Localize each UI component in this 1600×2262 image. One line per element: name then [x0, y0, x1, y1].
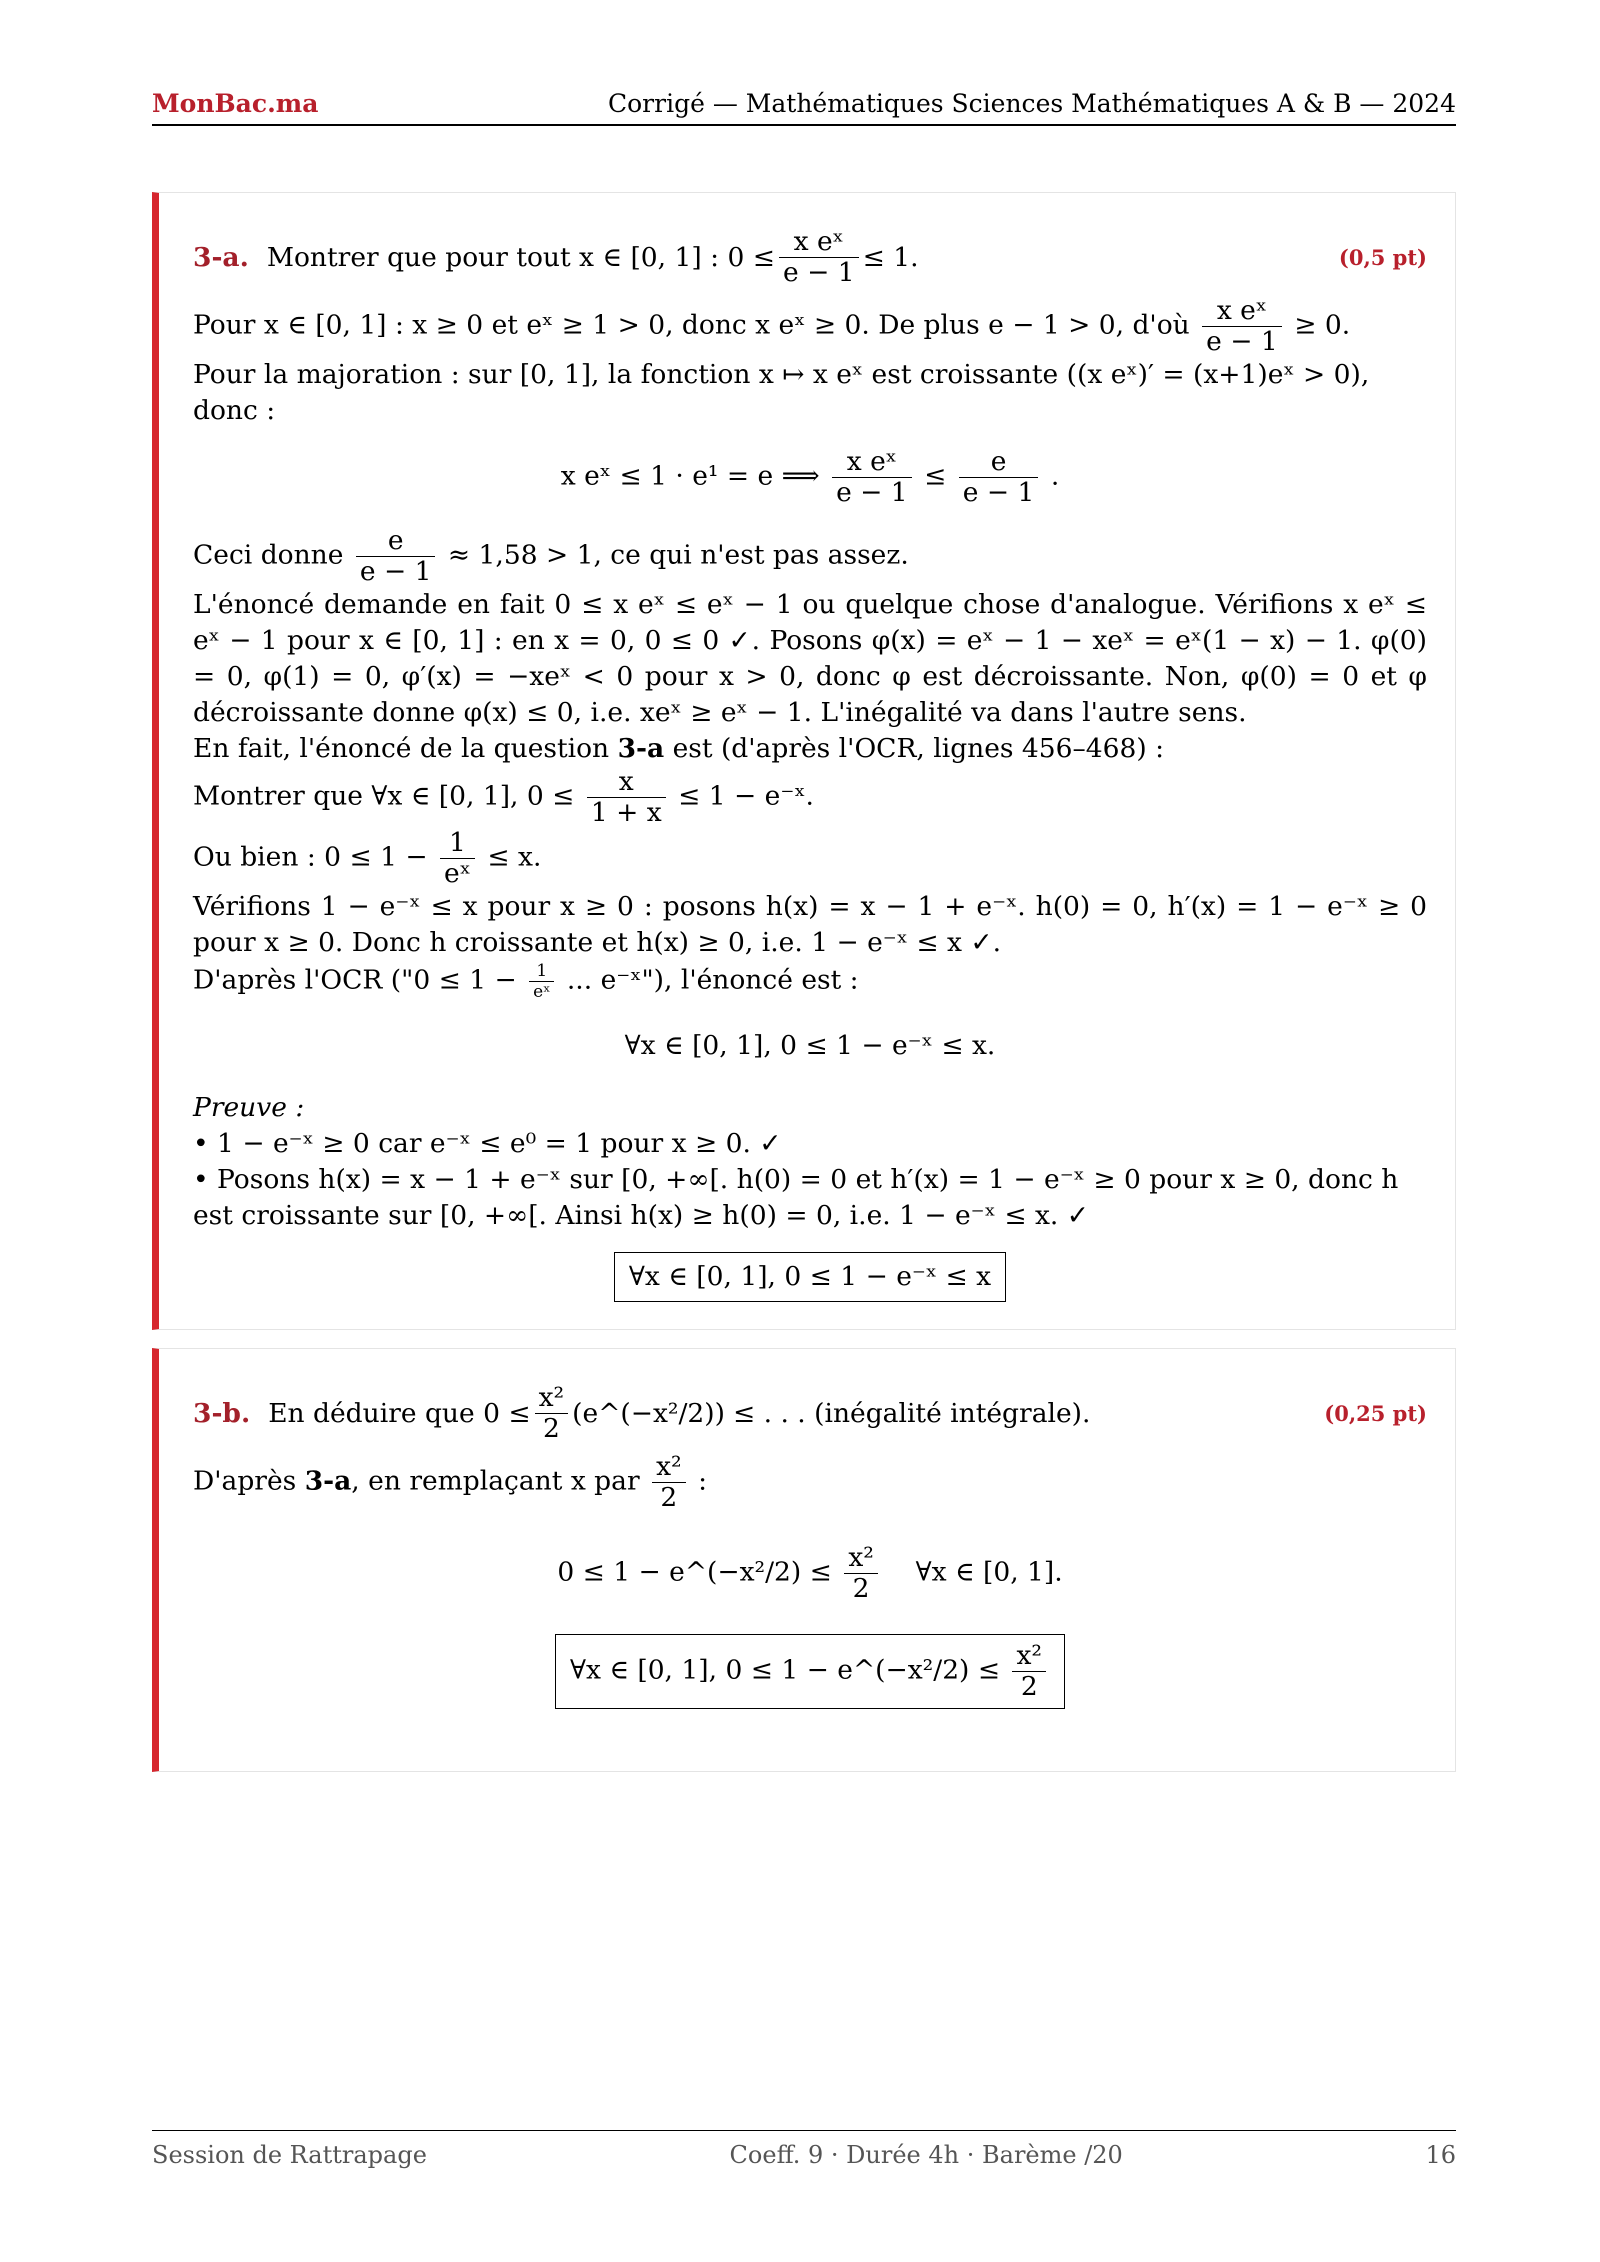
- fraction-numerator: x²: [652, 1452, 686, 1483]
- inline-fraction: [652, 1452, 686, 1513]
- fraction-numerator: x²: [535, 1383, 569, 1414]
- display-fraction: [832, 447, 912, 508]
- fraction-numerator: 1: [440, 828, 475, 859]
- fraction-denominator: e − 1: [359, 556, 432, 587]
- text: D'après: [193, 1465, 297, 1497]
- proof-bullet: • Posons h(x) = x − 1 + e⁻ˣ sur [0, +∞[. h(0) = 0 et h′(x) = 1 − e⁻ˣ ≥ 0 pour x ≥ 0, donc h est croissante sur [0, +∞[. Ainsi h(x) ≥ h(0) = 0, i.e. 1 − e⁻ˣ ≤ x. ✓: [193, 1164, 1399, 1231]
- text: Ceci donne: [193, 539, 344, 571]
- fraction-numerator: 1: [529, 961, 554, 982]
- proof-title: Preuve :: [193, 1092, 305, 1123]
- fraction-denominator: eˣ: [533, 982, 551, 1002]
- session-label: Session de Rattrapage: [152, 2141, 427, 2169]
- text: Montrer que ∀x ∈ [0, 1], 0 ≤: [193, 780, 575, 812]
- page-number: 16: [1425, 2141, 1456, 2169]
- fraction-denominator: 1 + x: [590, 797, 662, 828]
- fraction-numerator: x: [587, 767, 666, 798]
- question-heading: [193, 1383, 1427, 1444]
- text: est (d'après l'OCR, lignes 456–468) :: [672, 733, 1165, 764]
- running-title: Corrigé — Mathématiques Sciences Mathématiques A & B — 2024: [608, 89, 1456, 118]
- result-box-wrap: [193, 1634, 1427, 1709]
- display-equation: [193, 447, 1427, 508]
- boxed-result: ∀x ∈ [0, 1], 0 ≤ 1 − e⁻ˣ ≤ x: [614, 1252, 1006, 1302]
- page-header: [152, 86, 1456, 126]
- page-footer: [152, 2130, 1456, 2169]
- question-heading: [193, 227, 1427, 288]
- fraction-numerator: x²: [844, 1543, 878, 1574]
- points-badge: (0,25 pt): [1324, 1400, 1427, 1426]
- text: ≤ 1 − e⁻ˣ.: [678, 780, 814, 812]
- text: ≤: [924, 460, 947, 492]
- boxed-result: [555, 1634, 1065, 1709]
- points-badge: (0,5 pt): [1338, 244, 1427, 270]
- text: En fait, l'énoncé de la question: [193, 733, 610, 764]
- exam-info: Coeff. 9 · Durée 4h · Barème /20: [729, 2141, 1123, 2169]
- statement-fraction: [779, 227, 859, 288]
- display-fraction: [959, 447, 1039, 508]
- fraction-denominator: 2: [852, 1573, 870, 1604]
- inline-fraction: [529, 961, 554, 1002]
- text: :: [698, 1465, 708, 1497]
- fraction-denominator: e − 1: [1206, 326, 1278, 357]
- fraction-numerator: x eˣ: [1202, 296, 1282, 327]
- question-number: 3-b.: [193, 1397, 251, 1429]
- display-fraction: [844, 1543, 878, 1604]
- text: ≈ 1,58 > 1, ce qui n'est pas assez.: [447, 539, 909, 571]
- fraction-denominator: e − 1: [836, 477, 908, 508]
- fraction-numerator: x²: [1012, 1641, 1046, 1672]
- text: ... e⁻ˣ"), l'énoncé est :: [566, 964, 859, 996]
- text: , en remplaçant x par: [351, 1465, 640, 1497]
- statement-paren: (e^(−x²/2)): [572, 1397, 725, 1429]
- question-card-3a: [152, 192, 1456, 1330]
- statement-prefix: Montrer que pour tout x ∈ [0, 1] : 0 ≤: [266, 241, 775, 273]
- answer-line: [193, 828, 1427, 889]
- text: 0 ≤ 1 − e^(−x²/2) ≤: [557, 1556, 832, 1588]
- inline-fraction: [587, 767, 666, 828]
- answer-line: [193, 1452, 1427, 1513]
- text: x eˣ ≤ 1 · e¹ = e ⟹: [560, 460, 829, 492]
- inline-fraction: [1202, 296, 1282, 357]
- fraction-denominator: 2: [1020, 1671, 1038, 1702]
- text: .: [1050, 460, 1060, 492]
- paragraph: Vérifions 1 − e⁻ˣ ≤ x pour x ≥ 0 : posons h(x) = x − 1 + e⁻ˣ. h(0) = 0, h′(x) = 1 − e⁻ˣ ≥ 0 pour x ≥ 0. Donc h croissante et h(x) ≥ 0, i.e. 1 − e⁻ˣ ≤ x ✓.: [193, 891, 1427, 958]
- boxed-fraction: [1012, 1641, 1046, 1702]
- display-equation: ∀x ∈ [0, 1], 0 ≤ 1 − e⁻ˣ ≤ x.: [624, 1030, 996, 1061]
- answer-line: [193, 961, 1427, 1002]
- display-equation: [193, 1543, 1427, 1604]
- bold-ref: 3-a: [617, 733, 665, 764]
- proof-bullet: • 1 − e⁻ˣ ≥ 0 car e⁻ˣ ≤ e⁰ = 1 pour x ≥ 0. ✓: [193, 1128, 782, 1159]
- text: ∀x ∈ [0, 1].: [890, 1556, 1063, 1588]
- brand-logo[interactable]: MonBac.ma: [152, 89, 319, 118]
- statement-suffix: ≤ . . . (inégalité intégrale).: [732, 1397, 1091, 1429]
- fraction-numerator: x eˣ: [779, 227, 859, 258]
- fraction-denominator: e − 1: [782, 257, 855, 288]
- inline-fraction: [440, 828, 475, 889]
- answer-line: [193, 296, 1427, 357]
- fraction-numerator: e: [356, 526, 436, 557]
- text: Pour x ∈ [0, 1] : x ≥ 0 et eˣ ≥ 1 > 0, donc x eˣ ≥ 0. De plus e − 1 > 0, d'où: [193, 309, 1190, 341]
- statement-fraction: [535, 1383, 569, 1444]
- fraction-numerator: e: [959, 447, 1039, 478]
- fraction-denominator: eˣ: [444, 858, 471, 889]
- bold-ref: 3-a: [304, 1465, 352, 1497]
- fraction-denominator: e − 1: [962, 477, 1035, 508]
- fraction-numerator: x eˣ: [832, 447, 912, 478]
- answer-line: [193, 731, 1427, 767]
- statement-prefix: En déduire que 0 ≤: [268, 1397, 531, 1429]
- fraction-denominator: 2: [542, 1413, 560, 1444]
- text: Ou bien : 0 ≤ 1 −: [193, 841, 428, 873]
- text: D'après l'OCR ("0 ≤ 1 −: [193, 964, 517, 996]
- paragraph: L'énoncé demande en fait 0 ≤ x eˣ ≤ eˣ − 1 ou quelque chose d'analogue. Vérifions x eˣ ≤ eˣ − 1 pour x ∈ [0, 1] : en x = 0, 0 ≤ 0 ✓. Posons φ(x) = eˣ − 1 − xeˣ = eˣ(1 − x) − 1. φ(0) = 0, φ(1) = 0, φ′(x) = −xeˣ < 0 pour x > 0, donc φ est décroissante. Non, φ(0) = 0 et φ décroissante donne φ(x) ≤ 0, i.e. xeˣ ≥ eˣ − 1. L'inégalité va dans l'autre sens.: [193, 589, 1427, 728]
- answer-line: [193, 526, 1427, 587]
- inline-fraction: [356, 526, 436, 587]
- text: ≤ x.: [487, 841, 542, 873]
- statement-suffix: ≤ 1.: [862, 241, 919, 273]
- answer-line: [193, 767, 1427, 828]
- fraction-denominator: 2: [660, 1482, 678, 1513]
- text: ∀x ∈ [0, 1], 0 ≤ 1 − e^(−x²/2) ≤: [569, 1654, 1001, 1686]
- question-number: 3-a.: [193, 241, 249, 273]
- text: ≥ 0.: [1294, 309, 1351, 341]
- result-box-wrap: [193, 1252, 1427, 1302]
- question-card-3b: [152, 1348, 1456, 1772]
- answer-line: Pour la majoration : sur [0, 1], la fonction x ↦ x eˣ est croissante ((x eˣ)′ = (x+1)eˣ > 0), donc :: [193, 359, 1370, 426]
